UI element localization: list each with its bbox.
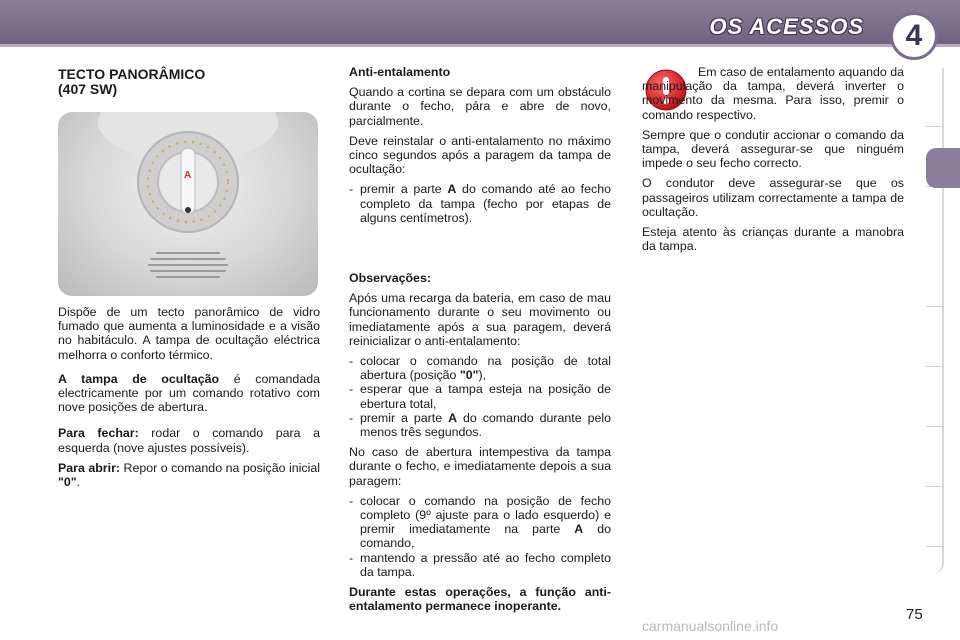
tampa-label: A tampa de ocultação bbox=[58, 371, 220, 386]
warning-paragraph-4: Esteja atento às crianças durante a manobra da tampa. bbox=[642, 225, 904, 254]
chapter-tab[interactable] bbox=[926, 486, 944, 487]
warning-paragraph-2: Sempre que o condutir accionar o comando da tampa, deverá assegurar-se que ninguém impede o seu fecho correcto. bbox=[642, 127, 904, 171]
svg-text:A: A bbox=[184, 170, 192, 181]
intro-paragraph: Dispõe de um tecto panorâmico de vidro fumado que aumenta a luminosidade e a visão no habitáculo. A tampa de ocultação eléctrica melhorra o conforto térmico. bbox=[58, 305, 320, 362]
header-divider bbox=[0, 44, 960, 47]
warning-paragraph-3: O condutor deve assegurar-se que os passageiros utilizam correctamente a tampa de ocultação. bbox=[642, 176, 904, 219]
list-item: - premir a parte A do comando até ao fecho completo da tampa (fecho por etapas de alguns centímetros). bbox=[349, 182, 611, 225]
anti-paragraph-2: Deve reinstalar o anti-entalamento no máximo cinco segundos após a paragem da tampa de ocultação: bbox=[349, 133, 611, 177]
title-line-1: TECTO PANORÂMICO bbox=[58, 66, 206, 82]
warning-paragraph-1: Em caso de entalamento aquando da manipulação da tampa, deverá inverter o movimento da mesma. Para isso, premir o comando respectivo. bbox=[642, 65, 904, 122]
tampa-paragraph bbox=[58, 372, 320, 415]
chapter-tab[interactable] bbox=[926, 306, 944, 307]
page-title bbox=[58, 67, 205, 97]
list-item: - colocar o comando na posição de fecho completo (9º ajuste para o lado esquerdo) e premir imediatamente na parte A do comando, bbox=[349, 494, 611, 551]
chapter-tab[interactable] bbox=[926, 426, 944, 427]
chapter-tab-active[interactable] bbox=[926, 148, 960, 188]
list-item: - esperar que a tampa esteja na posição de ebertura total, bbox=[349, 382, 611, 410]
fechar-label: Para fechar: bbox=[58, 426, 139, 441]
watermark: carmanualsonline.info bbox=[642, 618, 779, 634]
chapter-tab[interactable] bbox=[926, 126, 944, 127]
fechar-paragraph bbox=[58, 426, 320, 454]
abrir-label: Para abrir: bbox=[58, 460, 121, 475]
panoramic-roof-control-photo bbox=[58, 112, 318, 296]
abrir-value: "0" bbox=[58, 475, 77, 490]
rotary-control-illustration bbox=[58, 112, 318, 296]
observations-paragraph-2: No caso de abertura intempestiva da tampa durante o fecho, e imediatamente depois a sua paragem: bbox=[349, 445, 611, 488]
middle-column bbox=[349, 65, 611, 620]
abrir-paragraph bbox=[58, 461, 320, 489]
title-line-2: (407 SW) bbox=[58, 81, 118, 97]
fechar-text: rodar o comando para a esquerda (nove ajustes possíveis). bbox=[58, 426, 320, 455]
tampa-text: é comandada electricamente por um comando rotativo com nove posições de abertura. bbox=[58, 371, 320, 415]
observations-list-2 bbox=[349, 494, 611, 579]
observations-title: Observações: bbox=[349, 271, 431, 286]
chapter-tab[interactable] bbox=[926, 366, 944, 367]
chapter-number-badge: 4 bbox=[890, 12, 938, 60]
list-item: - mantendo a pressão até ao fecho completo da tampa. bbox=[349, 551, 611, 579]
observations-list-1 bbox=[349, 354, 611, 439]
abrir-text: Repor o comando na posição inicial bbox=[120, 460, 321, 475]
chapter-tab[interactable] bbox=[926, 546, 944, 547]
anti-title: Anti-entalamento bbox=[349, 65, 451, 79]
list-item: - colocar o comando na posição de total abertura (posição "0"), bbox=[349, 354, 611, 382]
page-number: 75 bbox=[906, 606, 923, 623]
abrir-end: . bbox=[76, 475, 81, 490]
right-column bbox=[642, 65, 904, 259]
list-item: - premir a parte A do comando durante pelo menos três segundos. bbox=[349, 411, 611, 439]
left-column bbox=[58, 305, 320, 495]
section-title: OS ACESSOS bbox=[709, 14, 864, 39]
observations-paragraph-1: Após uma recarga da bateria, em caso de mau funcionamento durante o seu movimento ou imediatamente após a sua paragem, deverá reinicializar o anti-entalamento: bbox=[349, 291, 611, 348]
anti-paragraph-1: Quando a cortina se depara com um obstáculo durante o fecho, pára e abre de novo, parcialmente. bbox=[349, 85, 611, 128]
final-note: Durante estas operações, a função anti-entalamento permanece inoperante. bbox=[349, 585, 611, 614]
anti-list bbox=[349, 182, 611, 225]
chapter-tabs bbox=[914, 68, 944, 573]
